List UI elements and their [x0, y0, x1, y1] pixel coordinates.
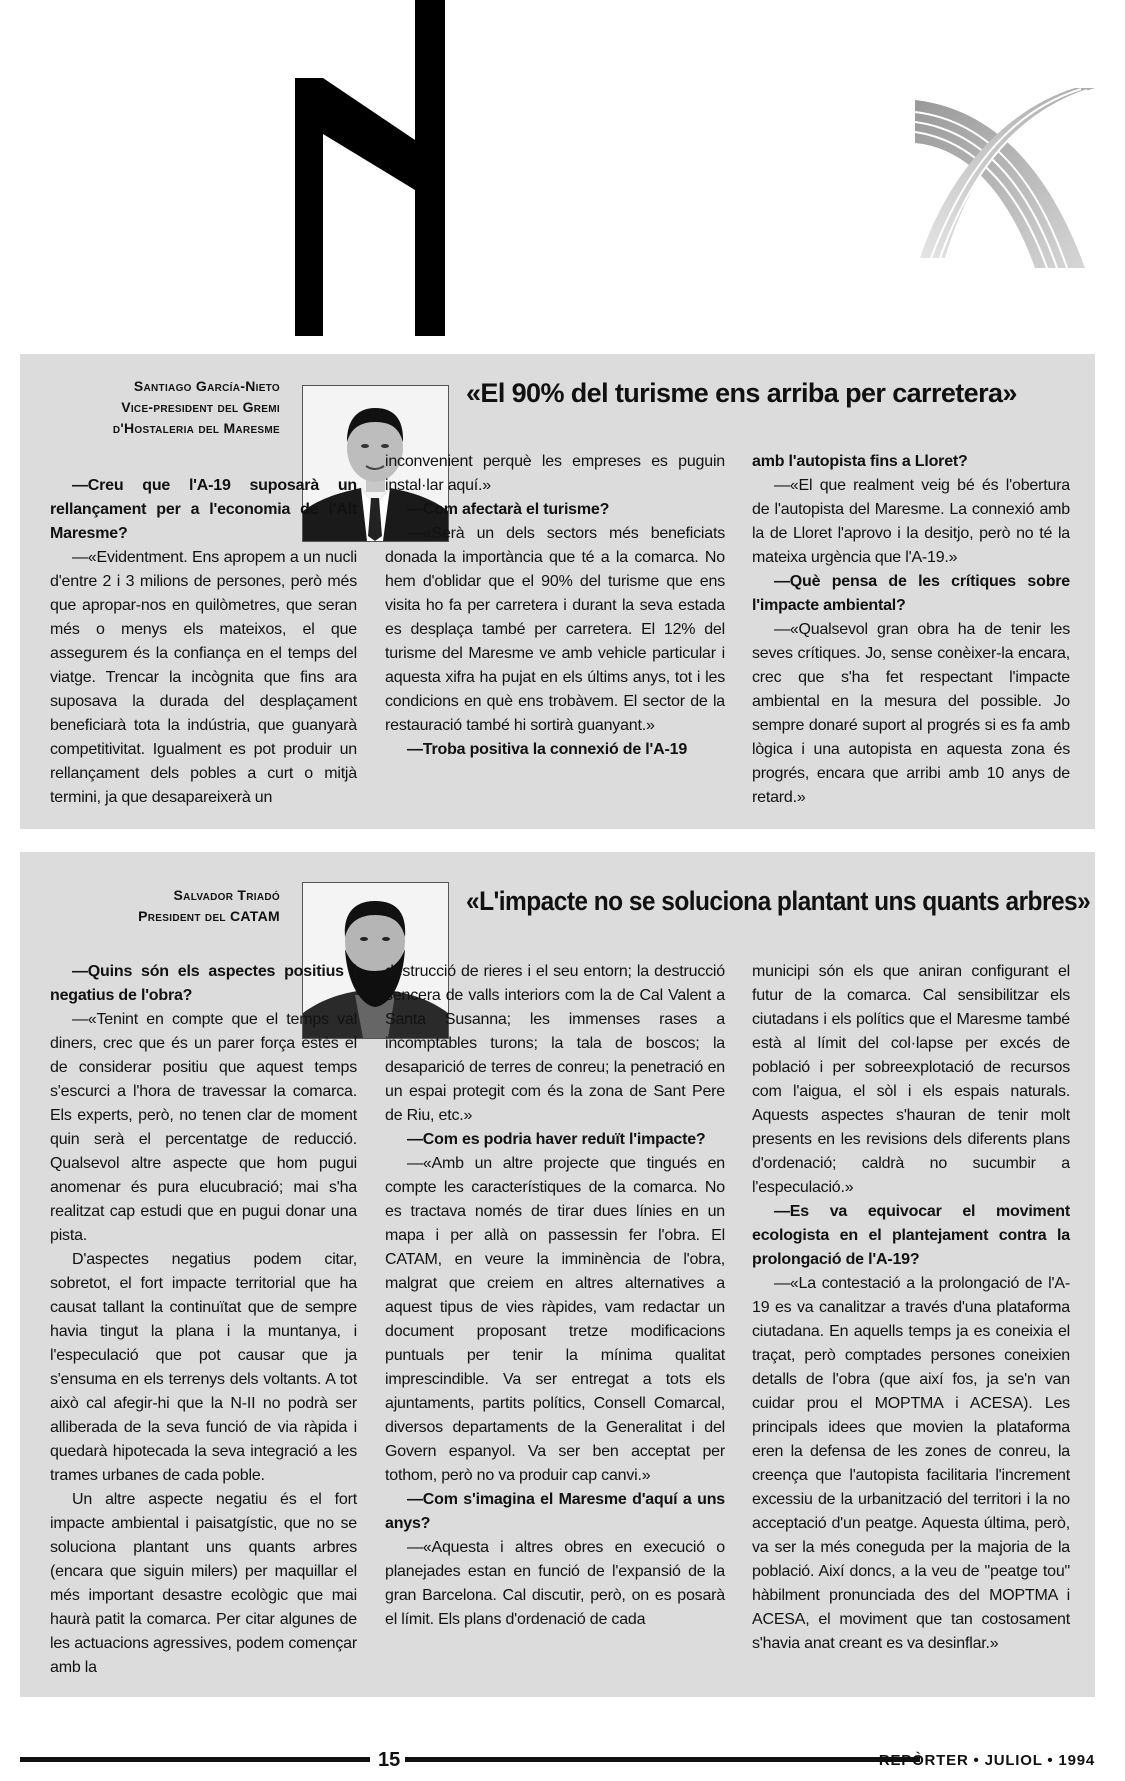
interview-answer: —«Evidentment. Ens apropem a un nucli d'entre 2 i 3 milions de persones, però més que apropar-nos en quilòmetres, que seran més o menys els mateixos, el que assegurem és la confiança en el temps del viatge. Trencar la incògnita que fins ara suposava la durada del desplaçament beneficiarà tota la indústria, que guanyarà competitivitat. Igualment es pot produir un rellançament dels pobles a curt o mitjà termini, ja que desapareixerà un [50, 549, 357, 806]
footer-rule-right [405, 1757, 920, 1762]
interview-question: —Creu que l'A-19 suposarà un rellançament per a l'economia de l'Alt Maresme? [50, 477, 357, 542]
interview-answer: destrucció de rieres i el seu entorn; la destrucció sencera de valls interiors com la de Cal Valent a Santa Susanna; les immenses rases a incomptables turons; la tala de boscos; la desaparició de terres de conreu; la penetració en un espai protegit com és la zona de Sant Pere de Riu, etc.» [385, 963, 725, 1124]
interview-answer: inconvenient perquè les empreses es puguin instal·lar aquí.» [385, 453, 725, 494]
interview-question: —Com s'imagina el Maresme d'aquí a uns anys? [385, 1491, 725, 1532]
interview-answer: municipi són els que aniran configurant el futur de la comarca. Cal sensibilitzar els ciutadans i els polítics que el Maresme també està al límit del col·lapse per excés de població i per sobreexplotació de recursos com l'aigua, el sòl i els espais naturals. Aquests aspectes s'hauran de tenir molt presents en les revisions dels diferents plans d'ordenació; caldrà no sucumbir a l'especulació.» [752, 963, 1070, 1196]
article-2-col-1-body [50, 960, 357, 1680]
interview-question: —Troba positiva la connexió de l'A-19 [407, 741, 688, 758]
interview-question: —Es va equivocar el moviment ecologista en el plantejament contra la prolongació de l'A-19? [752, 1203, 1070, 1268]
article-1-col-2-body [385, 450, 725, 762]
article-2-col-2-body [385, 960, 725, 1632]
interview-question: —Com afectarà el turisme? [407, 501, 610, 518]
interview-answer: —«El que realment veig bé és l'obertura de l'autopista del Maresme. La connexió amb la de Lloret l'aprovo i la desitjo, però no té la mateixa urgència que l'A-19.» [752, 477, 1070, 566]
interview-answer: —«Aquesta i altres obres en execució o planejades estan en funció de l'expansió de la gran Barcelona. Cal discutir, però, on es posarà el límit. Els plans d'ordenació de cada [385, 1539, 725, 1628]
article-2-column-2 [385, 960, 725, 1632]
headline-interview-2: «L'impacte no se soluciona plantant uns quants arbres» [466, 886, 1091, 916]
interview-question: —Quins són els aspectes positius i negatius de l'obra? [50, 963, 357, 1004]
interview-question: —Com es podria haver reduït l'impacte? [407, 1131, 706, 1148]
article-1-column-1 [50, 474, 357, 810]
interview-answer: —«La contestació a la prolongació de l'A-19 es va canalitzar a través d'una plataforma ciutadana. En aquells temps ja es coneixia el traçat, però comptades persones coneixien detalls de l'obra (que així fos, ja se'n van cuidar prou el MOPTMA i ACESA). Les principals idees que movien la plataforma eren la defensa de les zones de conreu, la creença que l'autopista facilitaria l'increment excessiu de la urbanització del territori i la no acceptació d'un peatge. Aquesta última, però, va ser la més coneguda per la majoria de la població. Així doncs, a la veu de "peatge tou" hàbilment pronunciada des del MOPTMA i ACESA, el moviment que tan costosament s'havia anat creant es va desinflar.» [752, 1275, 1070, 1652]
article-1-column-3 [752, 450, 1070, 810]
interview-answer: —«Serà un dels sectors més beneficiats donada la importància que té a la comarca. No hem d'oblidar que el 90% del turisme que ens visita ho fa per carretera i durant la seva estada es desplaça també per carretera. El 12% del turisme del Maresme ve amb vehicle particular i aquesta xifra ha pujat en els últims anys, tot i les condicions en què ens trobàvem. El sector de la restauració també hi sortirà guanyant.» [385, 525, 725, 734]
byline-garcia-nieto [50, 376, 280, 439]
article-2-column-1 [50, 960, 357, 1680]
article-1-col-3-body [752, 450, 1070, 810]
article-2-column-3 [752, 960, 1070, 1656]
interview-answer: —«Qualsevol gran obra ha de tenir les seves crítiques. Jo, sense conèixer-la encara, crec que s'ha fet respectant l'impacte ambiental en la mesura del possible. Jo sempre donaré suport al progrés si es fa amb lògica i una autopista en aquesta zona és progrés, encara que arribi amb 10 anys de retard.» [752, 621, 1070, 806]
interviewee-name: Salvador Triadó [173, 887, 280, 903]
interviewee-name: Santiago García-Nieto [133, 378, 280, 394]
byline-triado [50, 885, 280, 927]
article-1-col-1-body [50, 474, 357, 810]
publication-info: REPÒRTER • JULIOL • 1994 [878, 1752, 1095, 1769]
interviewee-role-line-1: President del CATAM [138, 908, 280, 924]
interview-answer: D'aspectes negatius podem citar, sobretot, el fort impacte territorial que ha causat tallant la continuïtat que de sempre havia tingut la plana i la muntanya, i l'especulació que pot causar que ja s'ensuma en els terrenys dels voltants. A tot això cal afegir-hi que la N-II no podrà ser alliberada de la seva funció de via ràpida i quedarà hipotecada la seva integració a les trames urbanes de cada poble. [50, 1251, 357, 1484]
highway-interchange-icon [915, 88, 1095, 268]
interview-answer: —«Amb un altre projecte que tingués en compte les característiques de la comarca. No es tractava només de tirar dues línies en un mapa i per allà on passessin fer l'obra. El CATAM, en veure la imminència de l'obra, malgrat que creiem en altres alternatives a aquest tipus de vies ràpides, vam redactar un document proposant tretze modificacions puntuals per tenir la mínima qualitat imprescindible. Va ser entregat a tots els ajuntaments, partits polítics, Consell Comarcal, diversos departaments de la Generalitat i del Govern espanyol. Va ser ben acceptat per tothom, però no va produir cap canvi.» [385, 1155, 725, 1484]
interviewee-role-line-2: d'Hostaleria del Maresme [112, 420, 280, 436]
interviewee-role-line-1: Vice-president del Gremi [121, 399, 280, 415]
article-1-column-2 [385, 450, 725, 762]
footer-rule-left [20, 1757, 370, 1762]
interview-question: —Què pensa de les crítiques sobre l'impacte ambiental? [752, 573, 1070, 614]
section-n-logo [295, 0, 445, 336]
headline-interview-1: «El 90% del turisme ens arriba per carretera» [466, 378, 1017, 408]
interview-answer: —«Tenint en compte que el temps val diners, crec que és un parer força estès el de considerar positiu que aquest temps s'escurci a l'hora de travessar la comarca. Els experts, però, no tenen clar de moment quin serà el percentatge de reducció. Qualsevol altre aspecte que hom pugui anomenar és pura elucubració; mai s'ha realitzat cap estudi que en pugui donar una pista. [50, 1011, 357, 1244]
interview-answer: Un altre aspecte negatiu és el fort impacte ambiental i paisatgístic, que no se soluciona plantant uns quants arbres (encara que siguin milers) per maquillar el més important desastre ecològic que mai haurà patit la comarca. Per citar algunes de les actuacions agressives, podem començar amb la [50, 1491, 357, 1676]
article-2-col-3-body [752, 960, 1070, 1656]
page-number: 15 [378, 1749, 401, 1771]
page-footer [20, 1748, 1095, 1772]
interview-question: amb l'autopista fins a Lloret? [752, 453, 968, 470]
